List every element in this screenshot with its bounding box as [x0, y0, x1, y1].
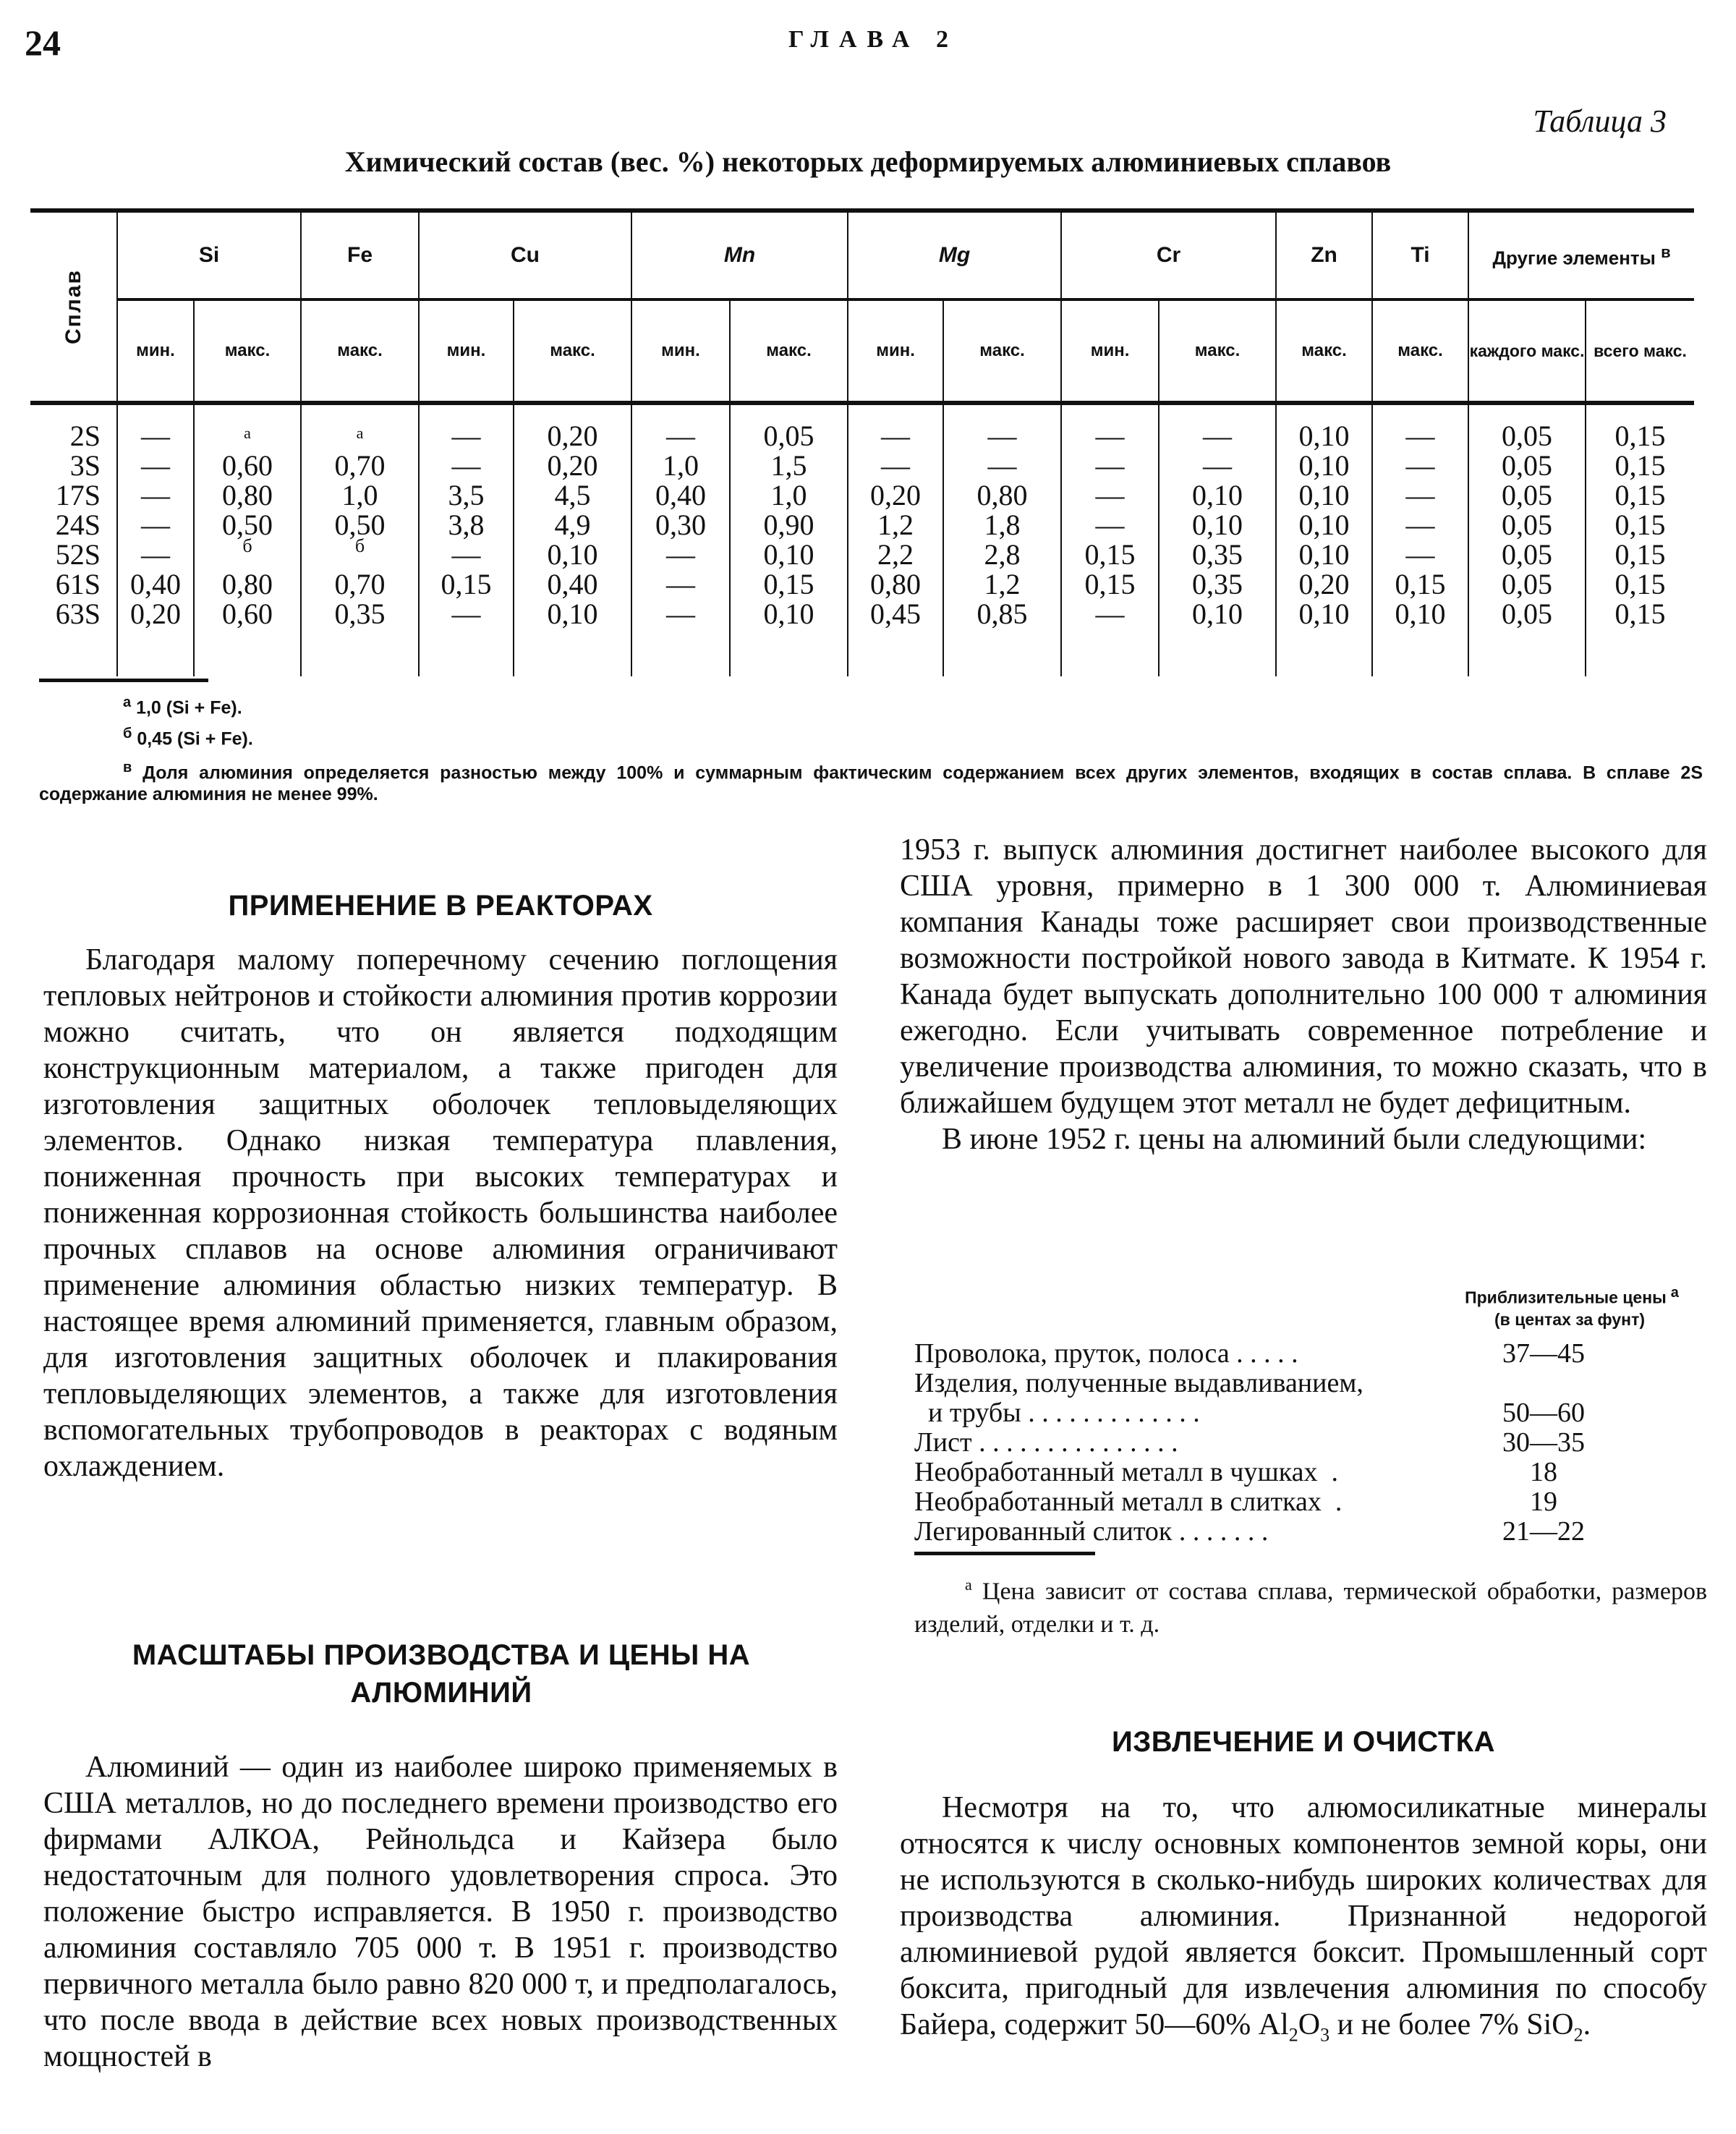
section-body-production-right — [900, 832, 1707, 1157]
cell-cu-max: 0,40 — [514, 569, 631, 599]
cell-zn-max: 0,20 — [1276, 569, 1372, 599]
cell-other-each: 0,05 — [1468, 569, 1586, 599]
cell-mg-max: — — [943, 451, 1061, 480]
cell-mn-min: — — [631, 599, 730, 676]
cell-cu-min: — — [419, 599, 514, 676]
cell-other-each: 0,05 — [1468, 510, 1586, 540]
price-row — [914, 1369, 1638, 1398]
cell-other-total: 0,15 — [1586, 540, 1694, 569]
cell-cu-max: 0,20 — [514, 451, 631, 480]
footnote-divider — [39, 679, 208, 682]
cell-cu-min: — — [419, 403, 514, 451]
cell-cr-max: 0,10 — [1159, 480, 1276, 510]
price-item: Изделия, полученные выдавливанием, — [914, 1368, 1363, 1398]
cell-alloy: 63S — [55, 598, 101, 630]
cell-ti-max: 0,10 — [1372, 599, 1468, 676]
header-zn-max: макс. — [1276, 299, 1372, 403]
cell-mn-min: — — [631, 403, 730, 451]
table-header-row-elements — [30, 211, 1694, 299]
header-si-min: мин. — [117, 299, 194, 403]
cell-mn-max: 0,10 — [730, 599, 848, 676]
cell-mg-min: 2,2 — [848, 540, 943, 569]
formula: $Al_2O_3$ и не более 7% SiO$_2$. — [1258, 2008, 1591, 2046]
price-row — [914, 1339, 1638, 1369]
prices-intro: В июне 1952 г. цены на алюминий были следующими: — [942, 1123, 1647, 1156]
cell-alloy: 3S — [69, 449, 101, 482]
cell-fe-max: 0,50 б — [301, 510, 419, 540]
cell-other-total: 0,15 — [1586, 403, 1694, 451]
cell-other-total: 0,15 — [1586, 510, 1694, 540]
cell-cr-max: 0,35 — [1159, 569, 1276, 599]
cell-si-max — [194, 403, 301, 451]
header-mg-max: макс. — [943, 299, 1061, 403]
header-other-each-max: каждого макс. — [1468, 299, 1586, 403]
section-body-production-left — [43, 1749, 838, 2075]
cell-alloy: 2S — [69, 420, 101, 452]
cell-cu-min: 3,5 — [419, 480, 514, 510]
table-row — [30, 403, 1694, 451]
paragraph: Алюминий — один из наиболее широко применяемых в США металлов, но до последнего времени производство его фирмами АЛКОА, Рейнольдса и Кайзера было недостаточным для полного удовлетворения спроса. Это положение быстро исправляется. В 1950 г. производство алюминия составляло 705 000 т. В 1951 г. производство первичного металла было равно 820 000 т, и предполагалось, что после ввода в действие всех новых производственных мощностей в — [43, 1751, 838, 2073]
paragraph: Несмотря на то, что алюмосиликатные минералы относятся к числу основных компонентов земной коры, они не используются в сколько-нибудь широких количествах для производства алюминия. Признанной недорогой алюминиевой рудой является боксит. Промышленный сорт боксита, пригодный для извлечения алюминия по способу Байера, содержит 50—60% $Al_2O_3$ и не более 7% SiO$_2$. — [900, 1791, 1707, 2046]
price-value: 21—22 — [1502, 1516, 1585, 1547]
table-row — [30, 599, 1694, 676]
footnote-mark: в — [123, 760, 132, 775]
table-header-row-sub — [30, 299, 1694, 403]
cell-cu-min: — — [419, 451, 514, 480]
cell-mn-max: 0,10 — [730, 540, 848, 569]
cell-si-min: — — [117, 540, 194, 569]
paragraph: Благодаря малому поперечному сечению поглощения тепловых нейтронов и стойкости алюминия против коррозии можно считать, что он является подходящим конструкционным материалом, а также пригоден для изготовления защитных оболочек тепловыделяющих элементов. Однако низкая температура плавления, пониженная прочность при высоких температурах и пониженная коррозионная стойкость большинства наиболее прочных сплавов на основе алюминия ограничивают применение алюминия областью низких температур. В настоящее время алюминий применяется, главным образом, для изготовления защитных оболочек и плакирования тепловыделяющих элементов, а также для изготовления вспомогательных трубопроводов в реакторах с водяным охлаждением. — [43, 943, 838, 1483]
cell-cr-max: 0,10 — [1159, 599, 1276, 676]
cell-ti-max: — — [1372, 451, 1468, 480]
cell-other-total: 0,15 — [1586, 599, 1694, 676]
cell-fe-max: 1,0 — [301, 480, 419, 510]
cell-cr-min: — — [1061, 510, 1159, 540]
cell-alloy: 52S — [55, 538, 101, 571]
cell-cr-min: — — [1061, 451, 1159, 480]
cell-mg-min: 0,80 — [848, 569, 943, 599]
composition-table — [30, 208, 1694, 676]
cell-si-min: — — [117, 480, 194, 510]
cell-zn-max: 0,10 — [1276, 480, 1372, 510]
cell-mg-max: 0,80 — [943, 480, 1061, 510]
cell-other-total: 0,15 — [1586, 451, 1694, 480]
footnote-mark: б — [123, 726, 132, 741]
table-footnote-b: $^б$ 0,45 (Si + Fe). — [123, 726, 253, 749]
cell-cu-max: 4,5 — [514, 480, 631, 510]
prices-column-header: Приблизительные цены $^а$ (в центах за фунт) — [1465, 1285, 1679, 1329]
cell-cr-min: — — [1061, 403, 1159, 451]
cell-other-each: 0,05 — [1468, 451, 1586, 480]
cell-cu-max: 0,20 — [514, 403, 631, 451]
cell-mn-min: — — [631, 540, 730, 569]
header-zn: Zn — [1276, 211, 1372, 299]
cell-si-min: 0,40 — [117, 569, 194, 599]
cell-si-max: 0,80 — [194, 569, 301, 599]
cell-cr-max: — — [1159, 451, 1276, 480]
price-item: Необработанный металл в чушках . — [914, 1457, 1338, 1487]
cell-zn-max: 0,10 — [1276, 403, 1372, 451]
cell-fe-max: 0,35 — [301, 599, 419, 676]
cell-si-min: — — [117, 451, 194, 480]
header-other-elements: Другие элементы $^в$ — [1468, 211, 1694, 299]
cell-mg-max: 2,8 — [943, 540, 1061, 569]
cell-other-each: 0,05 — [1468, 480, 1586, 510]
prices-list — [914, 1339, 1638, 1547]
cell-cr-max: 0,35 — [1159, 540, 1276, 569]
cell-ti-max: — — [1372, 540, 1468, 569]
header-mn-max: макс. — [730, 299, 848, 403]
cell-si-max: 0,60 — [194, 451, 301, 480]
cell-other-each: 0,05 — [1468, 540, 1586, 569]
price-value: 19 — [1530, 1487, 1557, 1517]
cell-zn-max: 0,10 — [1276, 451, 1372, 480]
header-cu-min: мин. — [419, 299, 514, 403]
cell-alloy: 17S — [55, 479, 101, 511]
cell-other-each: 0,05 — [1468, 599, 1586, 676]
footnote-ref-a: а — [1670, 1285, 1679, 1301]
table-label: Таблица 3 — [1533, 103, 1667, 139]
header-si-max: макс. — [194, 299, 301, 403]
cell-fe-max: 0,70 — [301, 451, 419, 480]
cell-si-min: — — [117, 510, 194, 540]
header-mn: Mn — [631, 211, 848, 299]
cell-mg-min: 1,2 — [848, 510, 943, 540]
price-value: 18 — [1530, 1457, 1557, 1487]
cell-cu-min: 0,15 — [419, 569, 514, 599]
header-fe-max: макс. — [301, 299, 419, 403]
cell-cu-min: 3,8 — [419, 510, 514, 540]
cell-mn-min: 0,40 — [631, 480, 730, 510]
cell-cu-max: 4,9 — [514, 510, 631, 540]
cell-mn-max: 1,5 — [730, 451, 848, 480]
price-value: 50—60 — [1502, 1398, 1585, 1428]
header-other-total-max: всего макс. — [1586, 299, 1694, 403]
table-row — [30, 540, 1694, 569]
price-row — [914, 1487, 1638, 1517]
cell-ti-max: — — [1372, 510, 1468, 540]
cell-mn-max: 0,90 — [730, 510, 848, 540]
cell-mn-max: 0,15 — [730, 569, 848, 599]
price-item: и трубы . . . . . . . . . . . . . — [914, 1398, 1200, 1428]
cell-si-max: 0,80 — [194, 480, 301, 510]
cell-si-max: 0,50 б — [194, 510, 301, 540]
header-cr-max: макс. — [1159, 299, 1276, 403]
cell-other-each: 0,05 — [1468, 403, 1586, 451]
cell-ti-max: — — [1372, 480, 1468, 510]
prices-footnote-divider — [914, 1552, 1095, 1555]
table-row — [30, 480, 1694, 510]
cell-ti-max: 0,15 — [1372, 569, 1468, 599]
chapter-header: ГЛАВА 2 — [788, 26, 958, 53]
cell-cr-min: — — [1061, 599, 1159, 676]
header-ti: Ti — [1372, 211, 1468, 299]
cell-si-min: 0,20 — [117, 599, 194, 676]
cell-mn-max: 1,0 — [730, 480, 848, 510]
cell-si-max: 0,60 — [194, 599, 301, 676]
cell-zn-max: 0,10 — [1276, 540, 1372, 569]
cell-mg-min: — — [848, 403, 943, 451]
price-row — [914, 1458, 1638, 1487]
table-row — [30, 510, 1694, 540]
header-mn-min: мин. — [631, 299, 730, 403]
price-row — [914, 1517, 1638, 1547]
price-item: Лист . . . . . . . . . . . . . . . — [914, 1427, 1178, 1458]
table-footnote-a: $^а$ 1,0 (Si + Fe). — [123, 694, 242, 718]
footnote-ref-v: в — [1661, 243, 1671, 262]
cell-other-total: 0,15 — [1586, 480, 1694, 510]
cell-fe-max — [301, 403, 419, 451]
cell-alloy: 61S — [55, 568, 101, 600]
paragraph: 1953 г. выпуск алюминия достигнет наиболее высокого для США уровня, примерно в 1 300 000 т. Алюминиевая компания Канады тоже расширяет свои производственные возможности постройкой нового завода в Китмате. К 1954 г. Канада будет выпускать дополнительно 100 000 т алюминия ежегодно. Если учитывать современное потребление и увеличение производства алюминия, то можно сказать, что в ближайшем будущем этот металл не будет дефицитным. — [900, 833, 1707, 1120]
price-value — [1450, 1369, 1638, 1398]
header-cu-max: макс. — [514, 299, 631, 403]
cell-cr-min: 0,15 — [1061, 569, 1159, 599]
header-mg-min: мин. — [848, 299, 943, 403]
cell-zn-max: 0,10 — [1276, 599, 1372, 676]
price-item: Легированный слиток . . . . . . . — [914, 1516, 1269, 1547]
cell-mg-min: 0,45 — [848, 599, 943, 676]
header-cu: Cu — [419, 211, 631, 299]
cell-mn-max: 0,05 — [730, 403, 848, 451]
price-value: 30—35 — [1502, 1427, 1585, 1458]
cell-ti-max: — — [1372, 403, 1468, 451]
cell-zn-max: 0,10 — [1276, 510, 1372, 540]
header-fe: Fe — [301, 211, 419, 299]
table-row — [30, 451, 1694, 480]
section-heading-reactors: ПРИМЕНЕНИЕ В РЕАКТОРАХ — [228, 890, 653, 922]
footnote-ref-a: а — [244, 424, 251, 442]
footnote-ref-a: а — [356, 424, 364, 442]
cell-mn-min: 0,30 — [631, 510, 730, 540]
cell-cr-max: — — [1159, 403, 1276, 451]
price-item: Необработанный металл в слитках . — [914, 1487, 1343, 1517]
header-mg: Mg — [848, 211, 1061, 299]
cell-alloy: 24S — [55, 509, 101, 541]
price-value: 37—45 — [1502, 1338, 1585, 1369]
cell-cu-max: 0,10 — [514, 599, 631, 676]
cell-mg-max: 1,8 — [943, 510, 1061, 540]
cell-mg-max: 1,2 — [943, 569, 1061, 599]
header-ti-max: макс. — [1372, 299, 1468, 403]
section-body-reactors — [43, 942, 838, 1484]
table-footnote-v: $^в$ Доля алюминия определяется разностью между 100% и суммарным фактическим содержанием всех других элементов, входящих в состав сплава. В сплаве 2S содержание алюминия не менее 99%. — [39, 760, 1703, 805]
footnote-mark: а — [965, 1576, 972, 1594]
cell-cr-max: 0,10 — [1159, 510, 1276, 540]
cell-mg-min: 0,20 — [848, 480, 943, 510]
cell-other-total: 0,15 — [1586, 569, 1694, 599]
prices-footnote: $^а$ Цена зависит от состава сплава, термической обработки, размеров изделий, отделки и т. д. — [914, 1576, 1707, 1638]
table-title: Химический состав (вес. %) некоторых деформируемых алюминиевых сплавов — [344, 145, 1392, 178]
header-si: Si — [117, 211, 301, 299]
section-heading-production: МАСШТАБЫ ПРОИЗВОДСТВА И ЦЕНЫ НА АЛЮМИНИЙ — [132, 1639, 751, 1709]
section-heading-extraction: ИЗВЛЕЧЕНИЕ И ОЧИСТКА — [1111, 1726, 1496, 1758]
cell-mg-min: — — [848, 451, 943, 480]
cell-mn-min: 1,0 — [631, 451, 730, 480]
cell-cr-min: 0,15 — [1061, 540, 1159, 569]
section-body-extraction — [900, 1790, 1707, 2053]
cell-fe-max: 0,70 — [301, 569, 419, 599]
cell-mg-max: — — [943, 403, 1061, 451]
header-alloy: Сплав — [30, 211, 117, 403]
header-cr: Cr — [1061, 211, 1276, 299]
page-number: 24 — [25, 22, 61, 63]
price-item: Проволока, пруток, полоса . . . . . — [914, 1338, 1298, 1369]
cell-si-min: — — [117, 403, 194, 451]
table-row — [30, 569, 1694, 599]
cell-mg-max: 0,85 — [943, 599, 1061, 676]
cell-mn-min: — — [631, 569, 730, 599]
price-row — [914, 1398, 1638, 1428]
cell-cu-min: — — [419, 540, 514, 569]
cell-cu-max: 0,10 — [514, 540, 631, 569]
footnote-mark: а — [123, 694, 132, 710]
cell-cr-min: — — [1061, 480, 1159, 510]
header-cr-min: мин. — [1061, 299, 1159, 403]
price-row — [914, 1428, 1638, 1458]
